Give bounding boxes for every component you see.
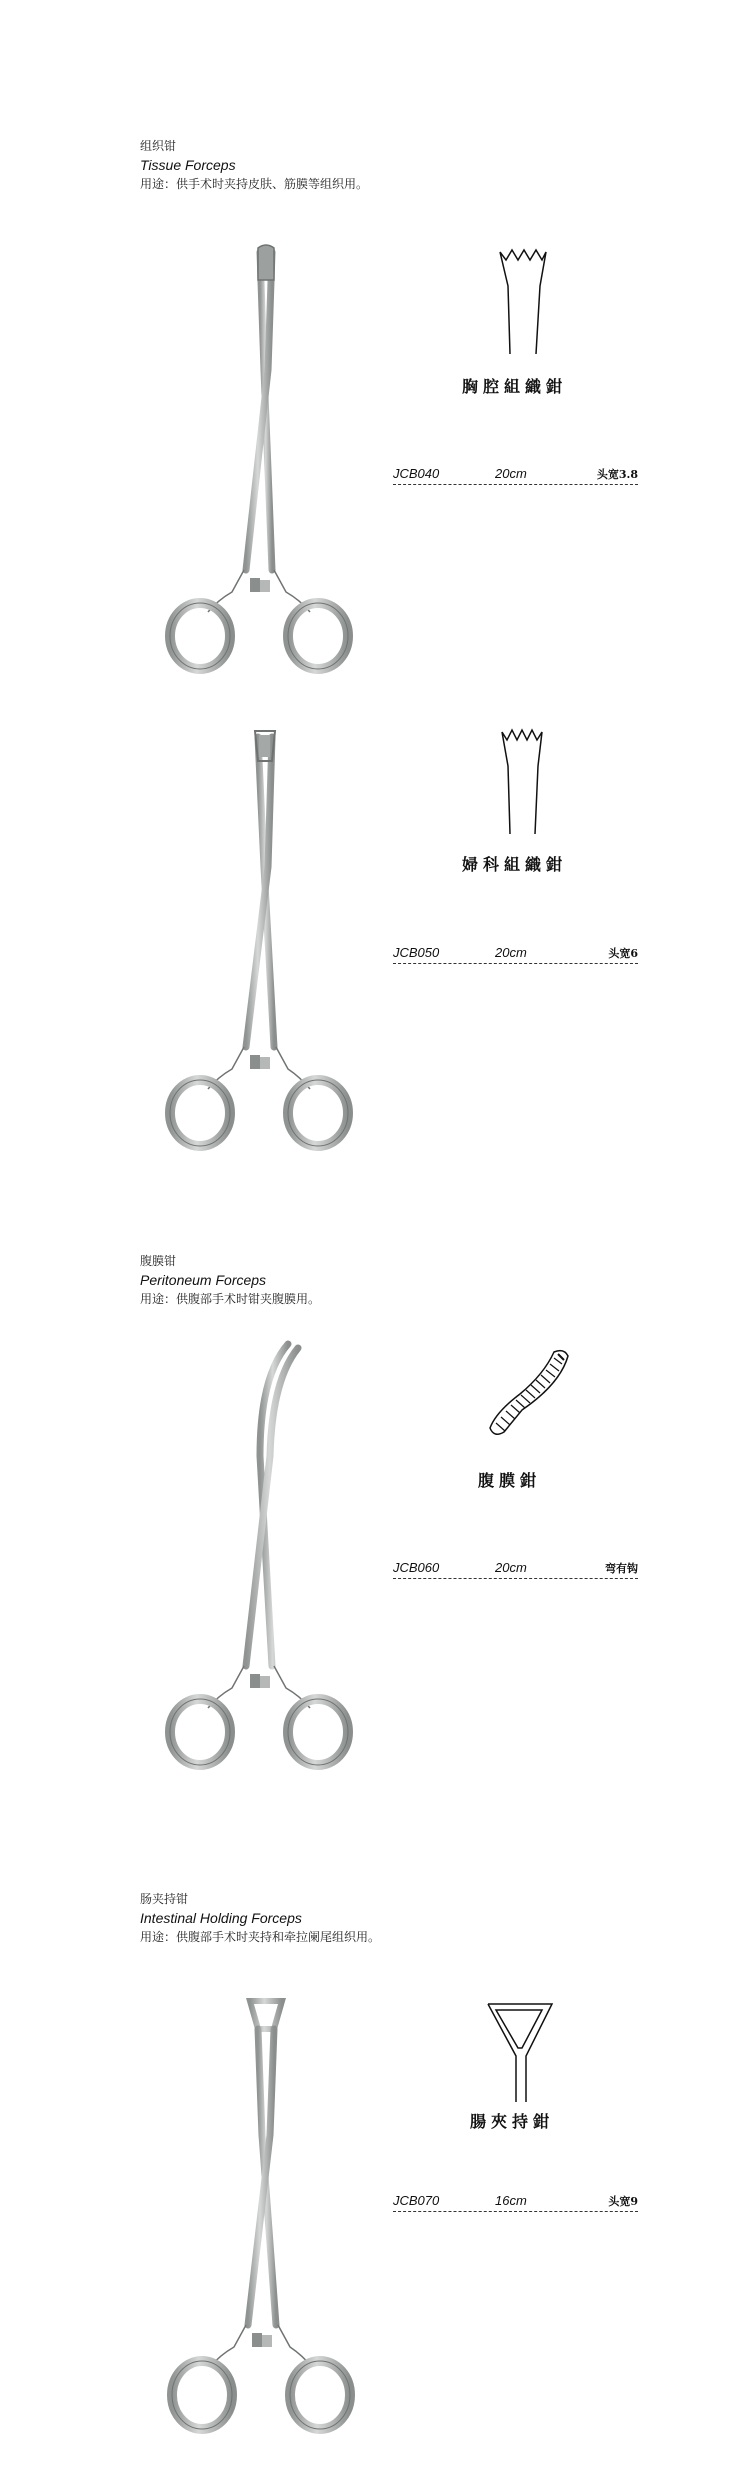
section-usage: 用途：供腹部手术时夹持和牵拉阑尾组织用。 [140,1930,381,1944]
product-note: 头宽6 [608,947,638,960]
product-name: 腸夾持鉗 [470,2112,555,2131]
section-title-cn: 组织钳 [140,139,177,153]
gynecology-tissue-forceps-tip-icon [492,726,552,836]
spec-row [393,943,638,964]
product-code: JCB040 [393,466,440,481]
section-title-en: Peritoneum Forceps [140,1272,267,1288]
section-title-cn: 肠夹持钳 [140,1892,189,1906]
product-length: 20cm [495,1560,527,1575]
product-code: JCB070 [393,2193,440,2208]
product-code: JCB050 [393,945,440,960]
section-tissue-forceps [140,137,368,194]
section-title-en: Tissue Forceps [140,157,236,173]
section-intestinal-holding-forceps [140,1890,380,1947]
spec-row [393,464,638,485]
peritoneum-forceps-icon [160,1336,360,1784]
product-note: 头宽3.8 [596,468,638,481]
section-title-en: Intestinal Holding Forceps [140,1910,302,1926]
tissue-forceps-tip-icon [492,246,552,356]
tissue-forceps-icon [160,240,360,700]
product-name: 婦科組織鉗 [462,855,568,874]
intestinal-holding-forceps-tip-icon [482,1996,562,2106]
peritoneum-forceps-tip-icon [480,1344,580,1444]
product-note: 头宽9 [608,2195,638,2208]
intestinal-holding-forceps-icon [162,1995,362,2455]
section-title-cn: 腹膜钳 [140,1254,177,1268]
product-length: 20cm [495,466,527,481]
section-peritoneum-forceps [140,1252,320,1309]
product-length: 20cm [495,945,527,960]
spec-row [393,1558,638,1579]
product-length: 16cm [495,2193,527,2208]
product-code: JCB060 [393,1560,440,1575]
product-name: 胸腔組織鉗 [462,377,568,396]
section-usage: 用途：供腹部手术时钳夹腹膜用。 [140,1292,321,1306]
product-note: 弯有钩 [605,1562,638,1575]
section-usage: 用途：供手术时夹持皮肤、筋膜等组织用。 [140,177,369,191]
product-name: 腹膜鉗 [478,1471,542,1490]
spec-row [393,2191,638,2212]
gynecology-tissue-forceps-icon [160,727,360,1172]
